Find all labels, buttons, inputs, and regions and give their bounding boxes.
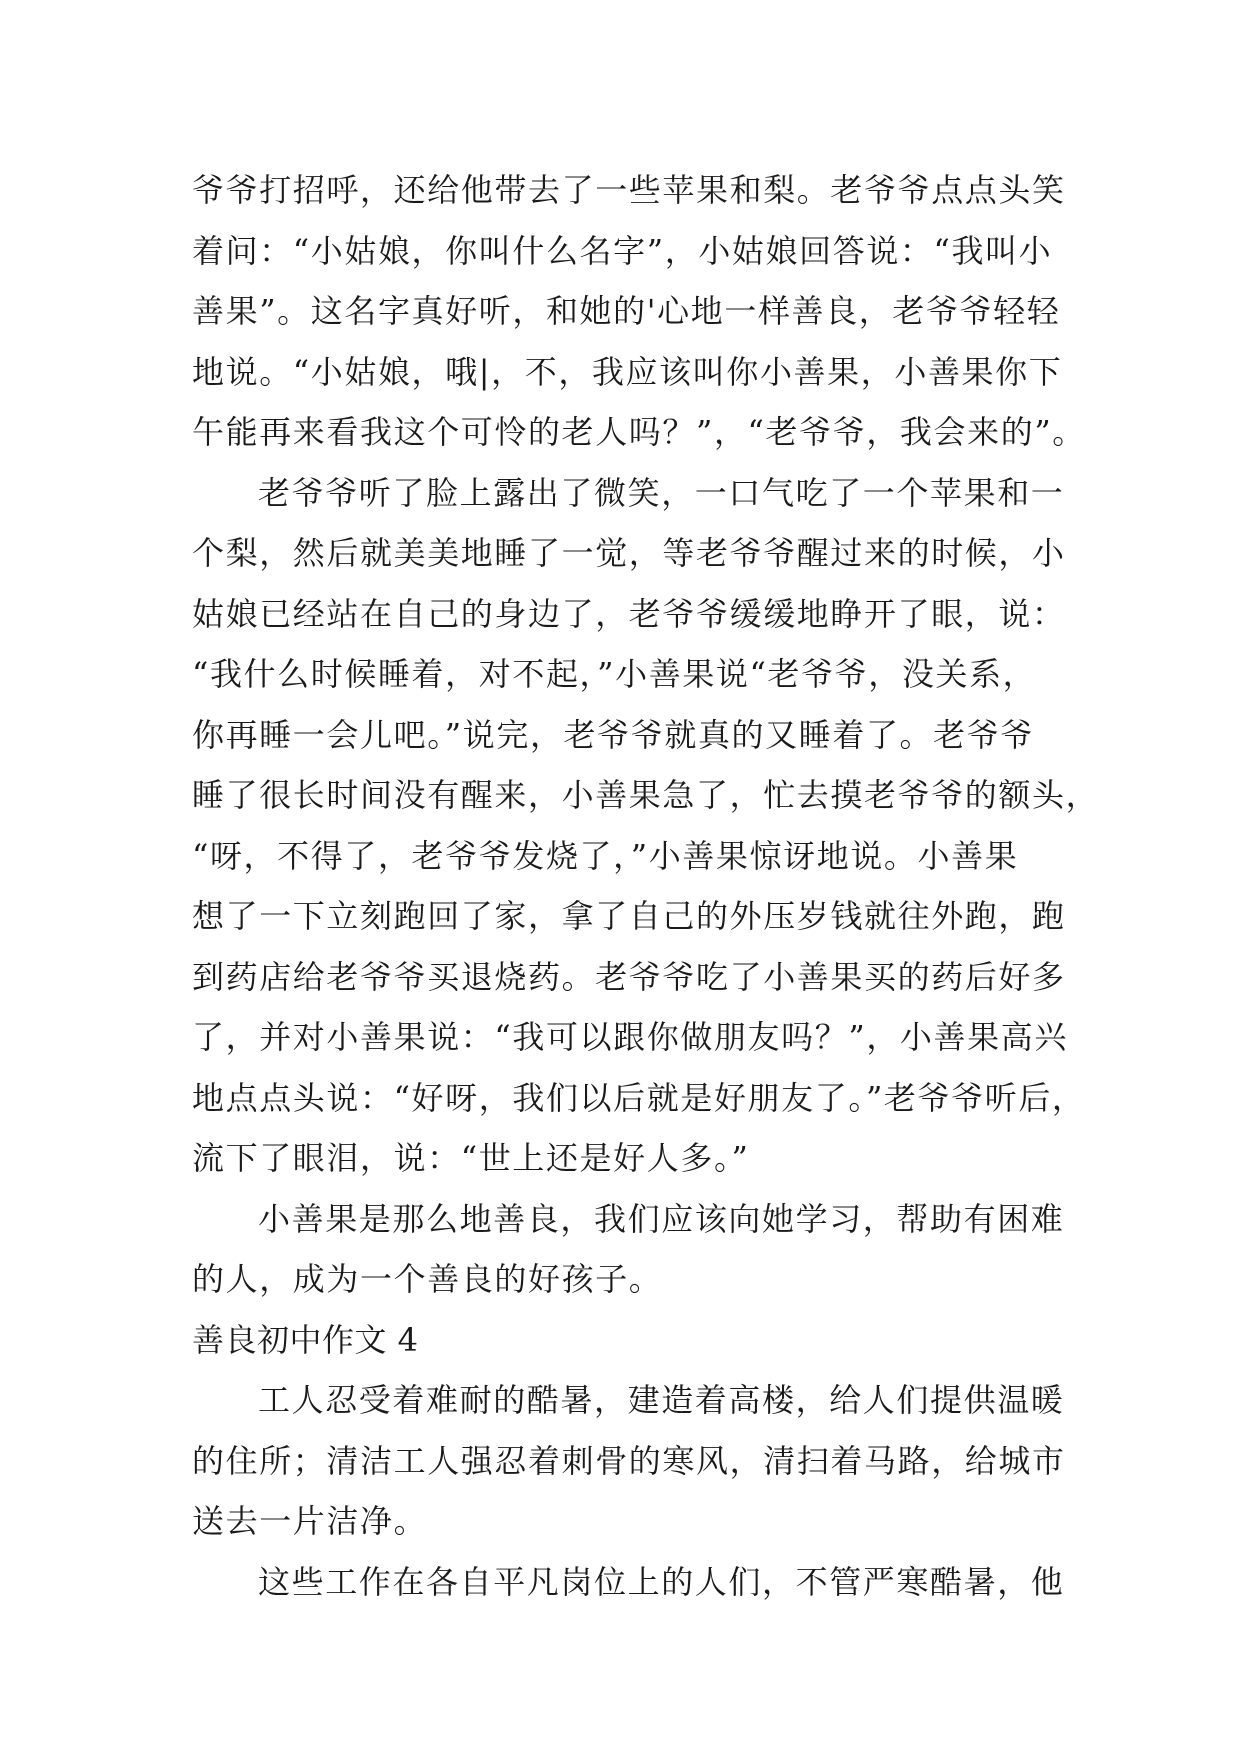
text-line: 到药店给老爷爷买退烧药。老爷爷吃了小善果买的药后好多 [192, 957, 1066, 996]
text-line: 地说。“小姑娘，哦|，不，我应该叫你小善果，小善果你下 [192, 352, 1063, 391]
paragraph-first-line: 小善果是那么地善良，我们应该向她学习，帮助有困难 [258, 1199, 1065, 1238]
essay-body [192, 160, 1100, 1612]
text-line: 善果”。这名字真好听，和她的'心地一样善良，老爷爷轻轻 [192, 292, 1061, 330]
text-line: “呀，不得了，老爷爷发烧了，”小善果惊讶地说。小善果 [192, 836, 1019, 875]
section-heading: 善良初中作文 4 [192, 1320, 419, 1359]
text-line: 送去一片洁净。 [192, 1502, 428, 1540]
text-line: 个梨，然后就美美地睡了一觉，等老爷爷醒过来的时候，小 [192, 534, 1066, 572]
text-line: 午能再来看我这个可怜的老人吗？”，“老爷爷，我会来的”。 [192, 413, 1086, 451]
text-line: 的住所；清洁工人强忍着刺骨的寒风，清扫着马路，给城市 [192, 1441, 1066, 1480]
text-line: “我什么时候睡着，对不起，”小善果说“老爷爷，没关系， [192, 655, 1037, 693]
paragraph-first-line: 老爷爷听了脸上露出了微笑，一口气吃了一个苹果和一 [258, 473, 1065, 512]
text-line: 地点点头说：“好呀，我们以后就是好朋友了。”老爷爷听后， [192, 1078, 1086, 1117]
paragraph-first-line: 这些工作在各自平凡岗位上的人们，不管严寒酷暑，他 [258, 1562, 1065, 1601]
text-line: 姑娘已经站在自己的身边了，老爷爷缓缓地睁开了眼，说： [192, 594, 1066, 633]
text-line: 你再睡一会儿吧。”说完，老爷爷就真的又睡着了。老爷爷 [192, 715, 1034, 754]
text-line: 了，并对小善果说：“我可以跟你做朋友吗？”，小善果高兴 [192, 1018, 1068, 1056]
text-line: 着问：“小姑娘，你叫什么名字”，小姑娘回答说：“我叫小 [192, 231, 1053, 270]
text-line: 睡了很长时间没有醒来，小善果急了，忙去摸老爷爷的额头， [192, 776, 1100, 814]
text-line: 想了一下立刻跑回了家，拿了自己的外压岁钱就往外跑，跑 [192, 897, 1066, 935]
text-line: 流下了眼泪，说：“世上还是好人多。” [192, 1139, 750, 1177]
text-line: 爷爷打招呼，还给他带去了一些苹果和梨。老爷爷点点头笑 [192, 171, 1066, 209]
paragraph-first-line: 工人忍受着难耐的酷暑，建造着高楼，给人们提供温暖 [258, 1381, 1065, 1419]
text-line: 的人，成为一个善良的好孩子。 [192, 1260, 663, 1298]
